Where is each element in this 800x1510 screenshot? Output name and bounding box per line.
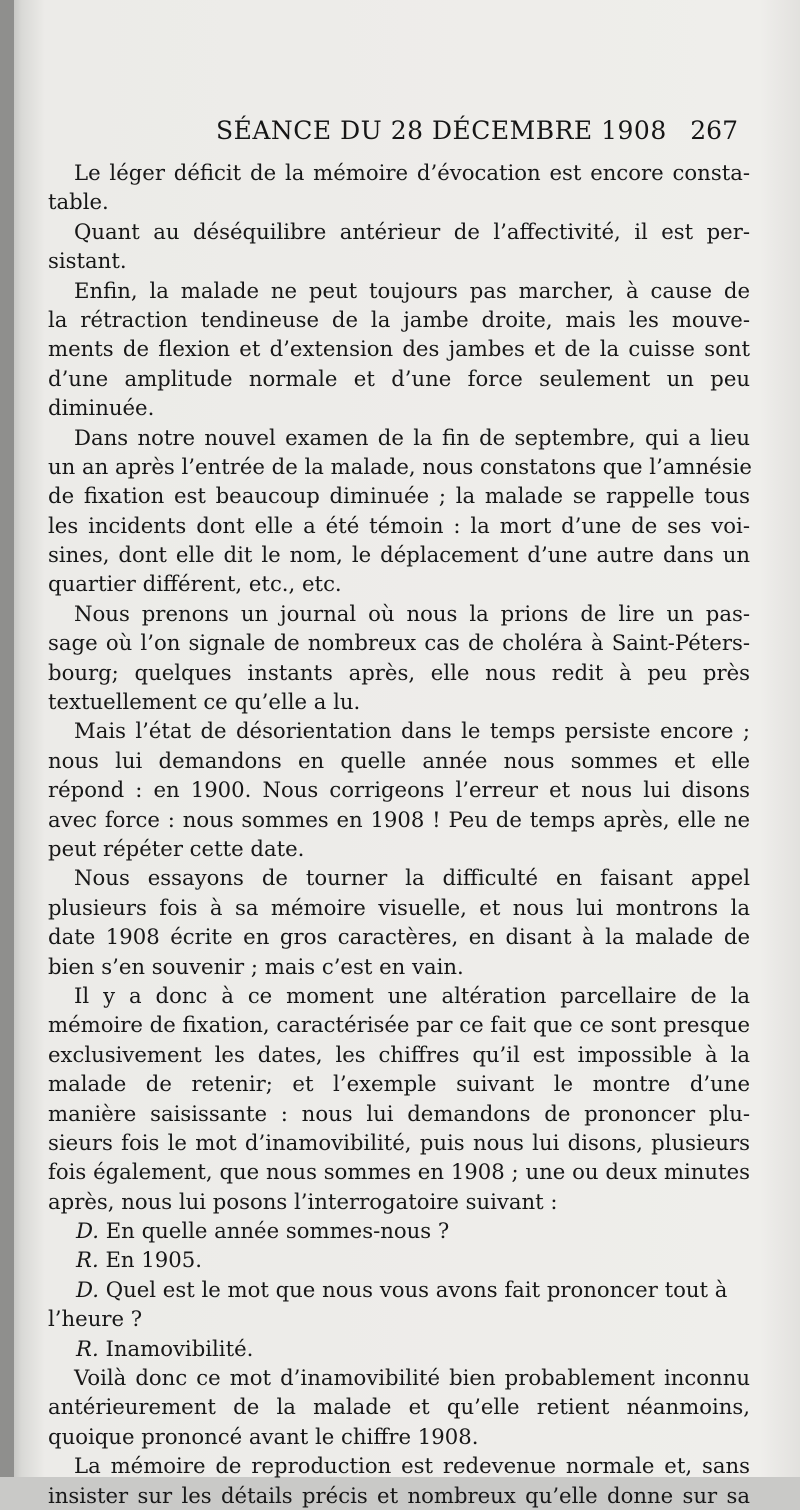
text-line: sieurs fois le mot d’inamovibilité, puis nous lui disons, plusieurs [48, 1129, 750, 1155]
text-line: sage où l’on signale de nombreux cas de choléra à Saint-Péters- [48, 630, 750, 656]
header-title: SÉANCE DU 28 DÉCEMBRE 1908 [216, 116, 667, 145]
text-line: insister sur les détails précis et nombreux qu’elle donne sur sa [48, 1482, 750, 1508]
text-line: mémoire de fixation, caractérisée par ce fait que ce sont presque [48, 1012, 750, 1038]
dialogue-line [48, 1245, 750, 1274]
text-line: bien s’en souvenir ; mais c’est en vain. [48, 953, 464, 979]
text-line: après, nous lui posons l’interrogatoire suivant : [48, 1188, 558, 1214]
dialogue-text: En quelle année sommes-nous ? [105, 1218, 450, 1244]
text-line: La mémoire de reproduction est redevenue normale et, sans [74, 1453, 750, 1479]
speaker-label: D. [76, 1276, 99, 1302]
text-line: diminuée. [48, 395, 155, 421]
text-line: sines, dont elle dit le nom, le déplacement d’une autre dans un [48, 542, 750, 568]
text-line: l’heure ? [48, 1306, 143, 1332]
text-line: quoique prononcé avant le chiffre 1908. [48, 1423, 479, 1449]
text-line: Dans notre nouvel examen de la fin de septembre, qui a lieu [74, 424, 750, 450]
dialogue-text: Quel est le mot que nous vous avons fait prononcer tout à [105, 1276, 728, 1302]
dialogue-line [48, 1275, 750, 1304]
text-line: ments de flexion et d’extension des jambes et de la cuisse sont [48, 336, 750, 362]
body-text [48, 158, 750, 1510]
page-number: 267 [690, 116, 738, 145]
text-line: Voilà donc ce mot d’inamovibilité bien probablement inconnu [74, 1365, 750, 1391]
text-line: Mais l’état de désorientation dans le temps persiste encore ; [74, 718, 750, 744]
text-line: de fixation est beaucoup diminuée ; la malade se rappelle tous [48, 483, 750, 509]
running-header [48, 116, 748, 150]
text-line: sistant. [48, 248, 127, 274]
text-line: manière saisissante : nous lui demandons de prononcer plu- [48, 1100, 750, 1126]
text-line: nous lui demandons en quelle année nous sommes et elle [48, 747, 750, 773]
text-line: Quant au déséquilibre antérieur de l’affectivité, il est per- [74, 218, 750, 244]
text-line: antérieurement de la malade et qu’elle retient néanmoins, [48, 1394, 750, 1420]
text-line: un an après l’entrée de la malade, nous constatons que l’amnésie [48, 453, 752, 479]
text-line: exclusivement les dates, les chiffres qu’il est impossible à la [48, 1041, 750, 1067]
dialogue-line [48, 1334, 750, 1363]
text-line: Il y a donc à ce moment une altération parcellaire de la [74, 982, 750, 1008]
text-line: répond : en 1900. Nous corrigeons l’erreur et nous lui disons [48, 777, 750, 803]
text-line: d’une amplitude normale et d’une force seulement un peu [48, 365, 750, 391]
text-line: Nous prenons un journal où nous la prions de lire un pas- [74, 600, 750, 626]
text-line: Le léger déficit de la mémoire d’évocation est encore consta- [74, 160, 750, 185]
text-line: les incidents dont elle a été témoin : la mort d’une de ses voi- [48, 512, 750, 538]
dialogue-text: Inamovibilité. [105, 1335, 254, 1361]
text-line: peut répéter cette date. [48, 835, 305, 861]
text-line: bourg; quelques instants après, elle nous redit à peu près [48, 659, 750, 685]
text-line: la rétraction tendineuse de la jambe droite, mais les mouve- [48, 306, 750, 332]
dialogue-line [48, 1216, 750, 1245]
text-line: Enfin, la malade ne peut toujours pas marcher, à cause de [74, 277, 750, 303]
text-line: plusieurs fois à sa mémoire visuelle, et nous lui montrons la [48, 894, 750, 920]
text-line: malade de retenir; et l’exemple suivant le montre d’une [48, 1071, 750, 1097]
dialogue-text: En 1905. [105, 1247, 202, 1273]
text-line: fois également, que nous sommes en 1908 ; une ou deux minutes [48, 1159, 750, 1185]
text-line: table. [48, 189, 109, 215]
speaker-label: D. [76, 1218, 99, 1244]
text-line: Nous essayons de tourner la difficulté en faisant appel [74, 865, 750, 891]
text-line: textuellement ce qu’elle a lu. [48, 689, 361, 715]
text-line: quartier différent, etc., etc. [48, 571, 342, 597]
speaker-label: R. [76, 1335, 99, 1361]
text-line: avec force : nous sommes en 1908 ! Peu de temps après, elle ne [48, 806, 750, 832]
speaker-label: R. [76, 1247, 99, 1273]
text-line: date 1908 écrite en gros caractères, en disant à la malade de [48, 924, 750, 950]
